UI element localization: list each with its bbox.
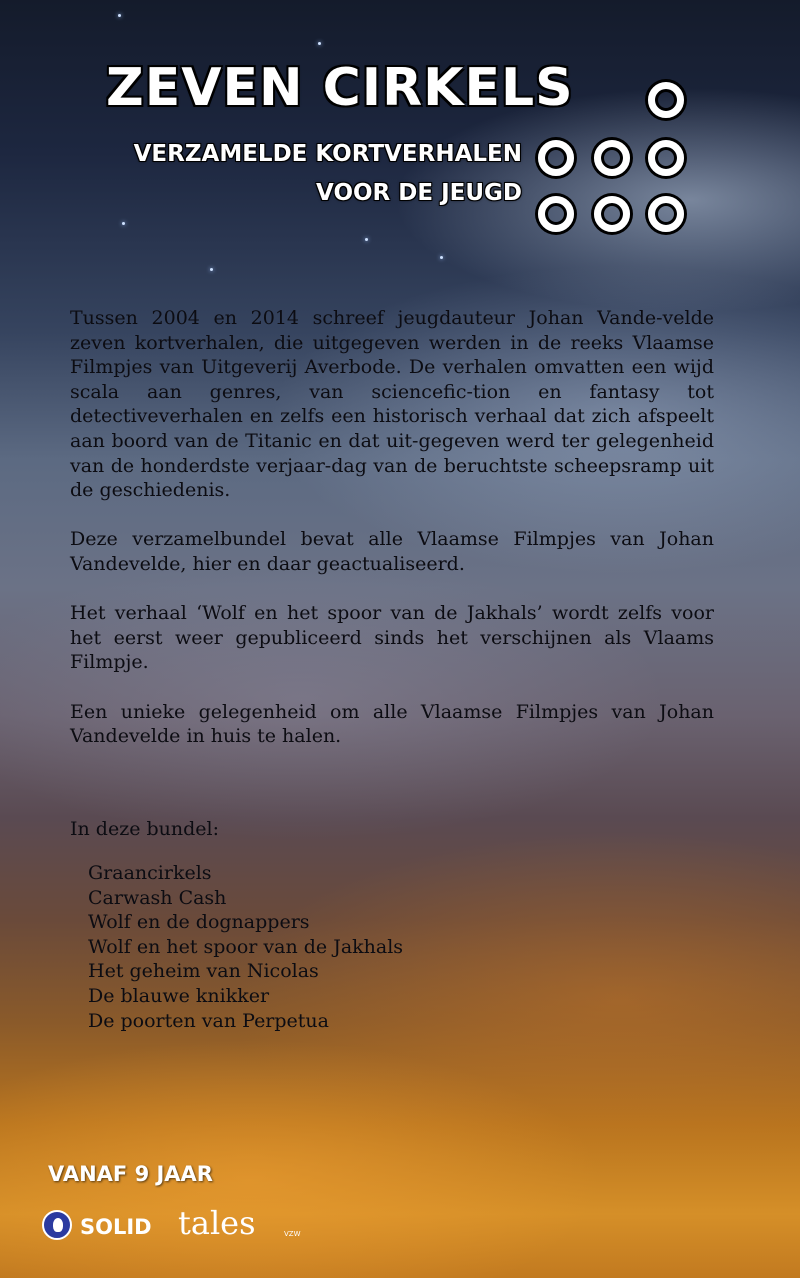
logo-badge-icon <box>42 1210 72 1240</box>
story-item: De poorten van Perpetua <box>88 1009 329 1032</box>
story-item: Het geheim van Nicolas <box>88 960 319 983</box>
blurb-paragraph-2: Deze verzamelbundel bevat alle Vlaamse Filmpjes van Johan Vandevelde, hier en daar geactualiseerd. <box>70 528 714 575</box>
contents-heading: In deze bundel: <box>70 818 220 840</box>
subtitle-line-1: VERZAMELDE KORTVERHALEN <box>133 141 522 167</box>
logo-solid-text: SOLID <box>80 1215 152 1239</box>
logo-vzw-text: VZW <box>284 1230 301 1238</box>
ring-icon <box>648 140 684 176</box>
blurb <box>70 306 714 773</box>
story-item: Carwash Cash <box>88 886 227 909</box>
publisher-logo <box>42 1206 342 1246</box>
title-block <box>0 0 800 260</box>
ring-icon <box>648 196 684 232</box>
book-title: ZEVEN CIRKELS <box>106 58 574 118</box>
blurb-paragraph-4: Een unieke gelegenheid om alle Vlaamse Filmpjes van Johan Vandevelde in huis te halen. <box>70 700 714 748</box>
story-item: Wolf en de dognappers <box>88 911 310 934</box>
ring-icon <box>594 140 630 176</box>
blurb-paragraph-3: Het verhaal ‘Wolf en het spoor van de Jakhals’ wordt zelfs voor het eerst weer gepubliceerd sinds het verschijnen als Vlaams Filmpje. <box>70 602 714 674</box>
blurb-paragraph-1: Tussen 2004 en 2014 schreef jeugdauteur Johan Vande-velde zeven kortverhalen, die uitgegeven werden in de reeks Vlaamse Filmpjes van Uitgeverij Averbode. De verhalen omvatten een wijd scala aan genres, van sciencefic-tion en fantasy tot detectiveverhalen en zelfs een historisch verhaal dat zich afspeelt aan boord van de Titanic en dat uit-gegeven werd ter gelegenheid van de honderdste verjaar-dag van de beruchtste scheepsramp uit de geschiedenis. <box>70 307 714 502</box>
age-label: VANAF 9 JAAR <box>48 1162 213 1186</box>
logo-tales-text: tales <box>178 1204 256 1242</box>
subtitle-line-2: VOOR DE JEUGD <box>316 180 522 206</box>
story-item: Graancirkels <box>88 862 212 884</box>
star-decoration <box>210 268 213 271</box>
ring-icon <box>538 196 574 232</box>
story-item: De blauwe knikker <box>88 984 270 1007</box>
story-item: Wolf en het spoor van de Jakhals <box>88 935 404 958</box>
ring-icon <box>648 82 684 118</box>
ring-icon <box>538 140 574 176</box>
story-list <box>88 861 403 1033</box>
ring-icon <box>594 196 630 232</box>
